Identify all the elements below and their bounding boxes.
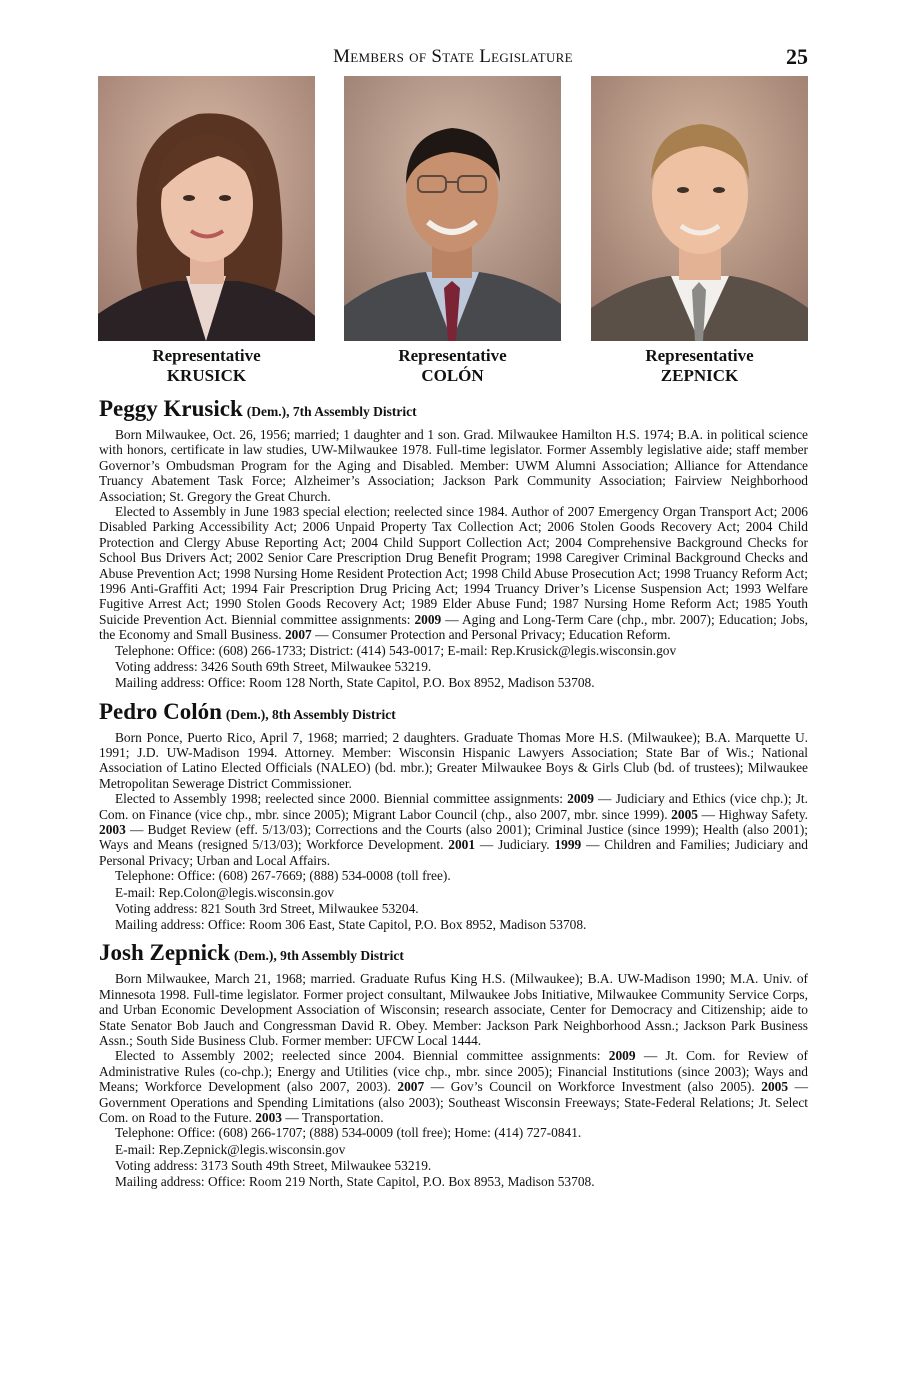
bio-paragraph: Born Milwaukee, Oct. 26, 1956; married; 1 daughter and 1 son. Grad. Milwaukee Hamilton H.S. 1974; B.A. in political science with honors, certificate in law studies, UW-Milwaukee 1978. Full-time legislator. Former Assembly legislative aide; staff member Governor’s Ombudsman Program for the Aging and Disabled. Member: UWM Alumni Association; Alliance for Attendance Truancy Abatement Task Force; Alzheimer’s Association; Jackson Park Community Association; Fairview Neighborhood Association; St. Gregory the Great Church. [99, 427, 808, 504]
running-header [98, 44, 808, 70]
biographies [99, 396, 808, 1198]
portrait-colon [344, 76, 561, 341]
caption-title: Representative [645, 346, 754, 365]
bio-heading [99, 940, 808, 969]
contact-line: Telephone: Office: (608) 267-7669; (888) 534-0008 (toll free). [115, 868, 451, 884]
contact-line: Voting address: 821 South 3rd Street, Milwaukee 53204. [115, 900, 419, 916]
caption-krusick [98, 346, 315, 386]
bio-paragraphs [99, 427, 808, 643]
portrait-krusick [98, 76, 315, 341]
contact-line: Mailing address: Office: Room 219 North, State Capitol, P.O. Box 8953, Madison 53708. [115, 1174, 595, 1190]
bio-paragraph: Elected to Assembly 1998; reelected since 2000. Biennial committee assignments: 2009 — Judiciary and Ethics (vice chp.); Jt. Com. on Finance (vice chp., mbr. since 2005); Migrant Labor Council (chp., also 2007, mbr. since 1999). 2005 — Highway Safety. 2003 — Budget Review (eff. 5/13/03); Corrections and the Courts (also 2001); Criminal Justice (since 1999); Health (also 2001); Ways and Means (resigned 5/13/03); Workforce Development. 2001 — Judiciary. 1999 — Children and Families; Judiciary and Personal Privacy; Urban and Local Affairs. [99, 791, 809, 868]
contact-lines [99, 643, 808, 692]
contact-line: Telephone: Office: (608) 266-1707; (888) 534-0009 (toll free); Home: (414) 727-0841. [115, 1125, 582, 1141]
contact-line: E-mail: Rep.Zepnick@legis.wisconsin.gov [115, 1141, 346, 1157]
contact-line: Mailing address: Office: Room 128 North, State Capitol, P.O. Box 8952, Madison 53708. [115, 675, 595, 691]
contact-lines [99, 1125, 808, 1190]
party-district: (Dem.), 8th Assembly District [225, 706, 396, 722]
caption-zepnick [591, 346, 808, 386]
bio-paragraph: Born Milwaukee, March 21, 1968; married. Graduate Rufus King H.S. (Milwaukee); B.A. UW-Madison 1990; M.A. Univ. of Minnesota 1998. Full-time legislator. Former project consultant, Milwaukee Jobs Initiative, Milwaukee Community Service Corps, and Urban Economic Development Association of Wisconsin; research associate, Center for Democracy and Citizenship; aide to State Senator Bob Jauch and Congressman David R. Obey. Member: Jackson Park Neighborhood Assn.; Jackson Park Business Assn.; South Side Business Club. Former member: UFCW Local 1444. [99, 971, 808, 1049]
contact-line: Voting address: 3426 South 69th Street, Milwaukee 53219. [115, 658, 432, 674]
contact-line: Mailing address: Office: Room 306 East, State Capitol, P.O. Box 8952, Madison 53708. [115, 917, 587, 933]
caption-title: Representative [152, 346, 261, 365]
contact-line: Telephone: Office: (608) 266-1733; District: (414) 543-0017; E-mail: Rep.Krusick@legis.wisconsin.gov [115, 642, 677, 658]
member-name: Pedro Colón [99, 698, 222, 724]
caption-name: KRUSICK [166, 366, 247, 385]
header-title: Members of State Legislature [333, 46, 573, 67]
caption-row [98, 346, 808, 390]
party-district: (Dem.), 7th Assembly District [246, 404, 417, 419]
contact-line: E-mail: Rep.Colon@legis.wisconsin.gov [115, 884, 335, 900]
caption-name: ZEPNICK [660, 366, 739, 385]
caption-name: COLÓN [421, 366, 484, 385]
bio-paragraphs [99, 730, 808, 869]
bio-heading [99, 396, 808, 425]
portrait-row [98, 76, 808, 342]
contact-line: Voting address: 3173 South 49th Street, Milwaukee 53219. [115, 1158, 432, 1174]
bio-colon [99, 699, 808, 934]
bio-paragraph: Elected to Assembly in June 1983 special election; reelected since 1984. Author of 2007 Emergency Organ Transport Act; 2006 Disabled Parking Accessibility Act; 2006 Unpaid Property Tax Collection Act; 2006 Stolen Goods Recovery Act; 2004 Child Protection and Clergy Abuse Reporting Act; 2004 Child Support Collection Act; 2004 Comprehensive Background Checks for School Bus Drivers Act; 2002 Senior Care Prescription Drug Benefit Program; 1998 Caregiver Criminal Background Checks and Abuse Prevention Act; 1998 Nursing Home Resident Protection Act; 1998 Child Abuse Prosecution Act; 1998 Truancy Reform Act; 1996 Anti-Graffiti Act; 1994 Fair Prescription Drug Pricing Act; 1994 Truancy Driver’s License Suspension Act; 1993 Welfare Fugitive Arrest Act; 1990 Stolen Goods Recovery Act; 1989 Elder Abuse Fund; 1987 Nursing Home Reform Act; 1985 Youth Suicide Prevention Act. Biennial committee assignments: 2009 — Aging and Long-Term Care (chp., mbr. 2007); Education; Jobs, the Economy and Small Business. 2007 — Consumer Protection and Personal Privacy; Education Reform. [99, 504, 808, 643]
page-number: 25 [786, 44, 808, 69]
caption-colon [344, 346, 561, 386]
bio-paragraph: Born Ponce, Puerto Rico, April 7, 1968; married; 2 daughters. Graduate Thomas More H.S. (Milwaukee); B.A. Marquette U. 1991; J.D. UW-Madison 1994. Attorney. Member: Wisconsin Hispanic Lawyers Association; State Bar of Wis.; National Association of Latino Elected Officials (NALEO) (bd. mbr.); Greater Milwaukee Boys & Girls Club (bd. of trustees); Milwaukee Metropolitan Sewerage District Commissioner. [99, 729, 808, 791]
bio-paragraphs [99, 971, 808, 1125]
portrait-zepnick [591, 76, 808, 341]
bio-paragraph: Elected to Assembly 2002; reelected since 2004. Biennial committee assignments: 2009 — Jt. Com. for Review of Administrative Rules (co-chp.); Energy and Utilities (vice chp., mbr. since 2005); Financial Institutions (since 2003); Ways and Means; Workforce Development (also 2007, 2003). 2007 — Gov’s Council on Workforce Investment (also 2005). 2005 — Government Operations and Spending Limitations (also 2003); Southeast Wisconsin Freeways; State-Federal Relations; Jt. Select Com. on Road to the Future. 2003 — Transportation. [99, 1048, 808, 1126]
bio-krusick [99, 396, 808, 692]
member-name: Josh Zepnick [99, 940, 231, 966]
member-name: Peggy Krusick [99, 396, 243, 421]
caption-title: Representative [398, 346, 507, 365]
contact-lines [99, 868, 808, 933]
bio-heading [99, 699, 808, 728]
bio-zepnick [99, 940, 808, 1190]
party-district: (Dem.), 9th Assembly District [234, 948, 404, 964]
